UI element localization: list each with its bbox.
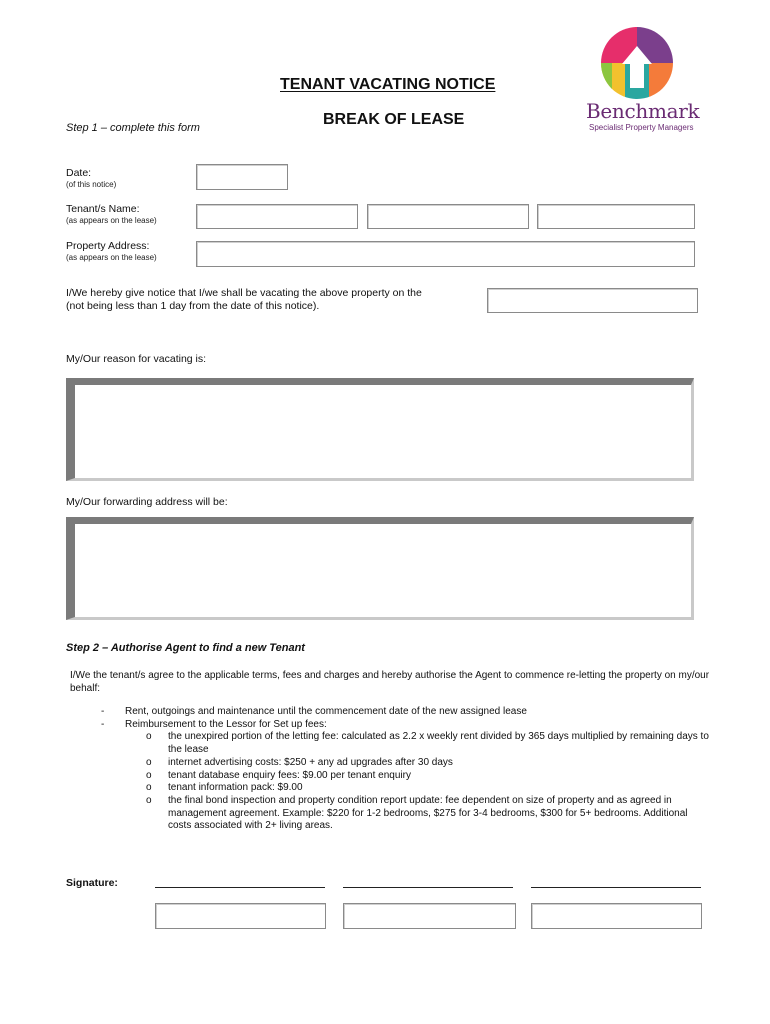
signature-field-1[interactable] — [155, 903, 326, 929]
bullet-item — [101, 719, 713, 833]
signature-label: Signature: — [66, 877, 118, 889]
step2-heading: Step 2 – Authorise Agent to find a new Tenant — [66, 642, 305, 654]
date-field[interactable] — [196, 164, 288, 190]
sub-list-item: o internet advertising costs: $250 + any ad upgrades after 30 days — [146, 757, 713, 770]
step1-heading: Step 1 – complete this form — [66, 122, 200, 134]
signature-field-2[interactable] — [343, 903, 516, 929]
signature-line-1 — [155, 887, 325, 888]
fees-list — [101, 706, 713, 833]
reason-label: My/Our reason for vacating is: — [66, 353, 207, 365]
page-subtitle: BREAK OF LEASE — [323, 111, 465, 128]
property-address-label: Property Address: — [66, 240, 150, 252]
tenant-name-field-2[interactable] — [367, 204, 529, 229]
logo-mark-icon — [600, 26, 674, 100]
bullet-item-label: Reimbursement to the Lessor for Set up fees: — [125, 718, 327, 730]
tenant-name-hint: (as appears on the lease) — [66, 216, 157, 225]
date-hint: (of this notice) — [66, 180, 117, 189]
step2-intro: I/We the tenant/s agree to the applicable terms, fees and charges and hereby authorise the Agent to commence re-letting the property on my/our behalf: — [70, 670, 710, 694]
benchmark-logo — [600, 26, 674, 100]
tenant-name-field-3[interactable] — [537, 204, 695, 229]
logo-tagline: Specialist Property Managers — [589, 123, 694, 132]
sub-list-item: o the unexpired portion of the letting fee: calculated as 2.2 x weekly rent divided by 365 days multiplied by remaining days to the lease — [146, 731, 713, 756]
page-title: TENANT VACATING NOTICE — [280, 76, 496, 93]
forwarding-address-textarea[interactable] — [66, 517, 694, 620]
date-label: Date: — [66, 167, 92, 179]
vacating-date-field[interactable] — [487, 288, 698, 313]
sub-list-item: o tenant database enquiry fees: $9.00 per tenant enquiry — [146, 770, 713, 783]
forwarding-address-label: My/Our forwarding address will be: — [66, 496, 228, 508]
tenant-name-label: Tenant/s Name: — [66, 203, 140, 215]
sub-list-item: o the final bond inspection and property condition report update: fee dependent on size of property and as agreed in management agreement. Example: $220 for 1-2 bedrooms, $275 for 3-4 bedrooms, $300 for 5+ bedrooms. Additional costs associated with 2+ living areas. — [146, 795, 713, 833]
property-address-field[interactable] — [196, 241, 695, 267]
property-address-hint: (as appears on the lease) — [66, 253, 157, 262]
sub-list-item: o tenant information pack: $9.00 — [146, 782, 713, 795]
tenant-name-field-1[interactable] — [196, 204, 358, 229]
logo-name: Benchmark — [586, 99, 700, 123]
signature-line-3 — [531, 887, 701, 888]
notice-text-line2: (not being less than 1 day from the date of this notice). — [66, 300, 320, 312]
reason-textarea[interactable] — [66, 378, 694, 481]
signature-field-3[interactable] — [531, 903, 702, 929]
notice-text-line1: I/We hereby give notice that I/we shall be vacating the above property on the — [66, 287, 422, 299]
signature-line-2 — [343, 887, 513, 888]
bullet-item: - Rent, outgoings and maintenance until the commencement date of the new assigned lease — [101, 706, 713, 719]
